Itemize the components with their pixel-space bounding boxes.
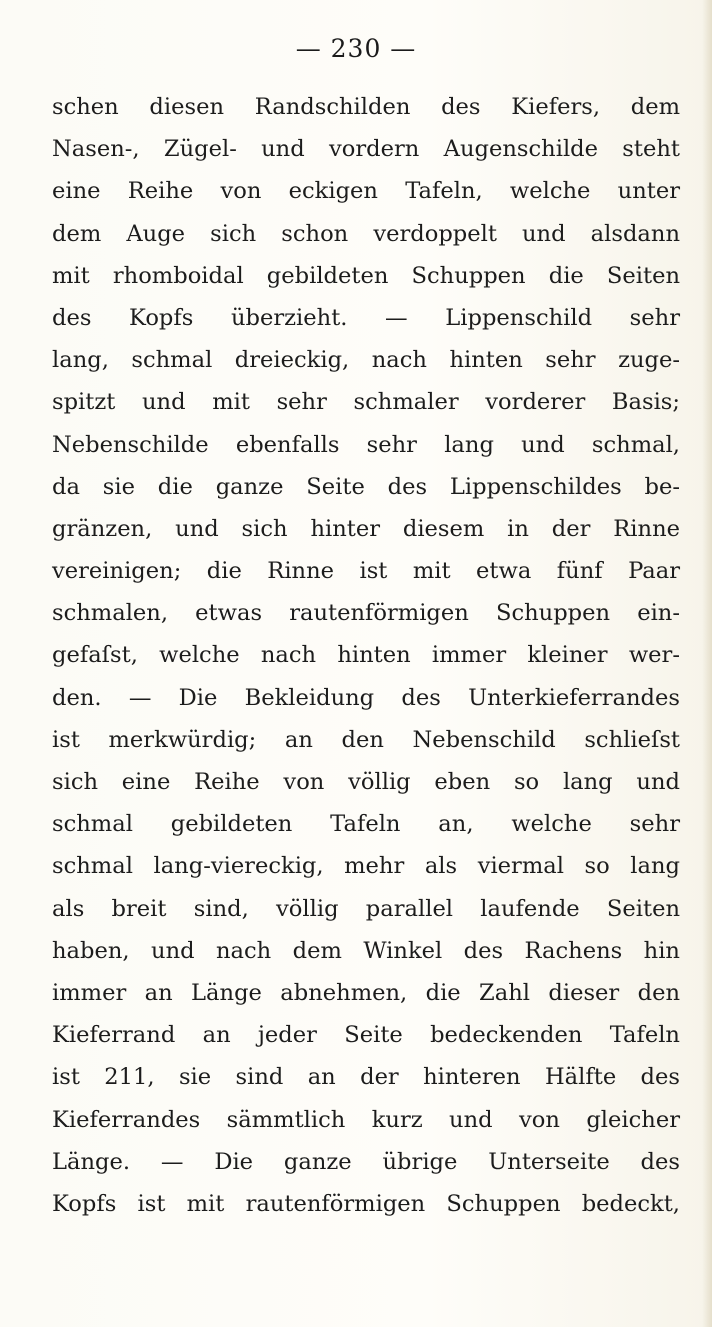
text-line: ist merkwürdig; an den Nebenschild schlieſst [52, 726, 680, 753]
text-line: mit rhomboidal gebildeten Schuppen die Seiten [52, 262, 680, 289]
text-line: Kopfs ist mit rautenförmigen Schuppen bedeckt, [52, 1190, 680, 1217]
text-line: haben, und nach dem Winkel des Rachens hin [52, 937, 680, 964]
text-line: ist 211, sie sind an der hinteren Hälfte des [52, 1064, 680, 1091]
text-line: Kieferrandes sämmtlich kurz und von gleicher [52, 1106, 680, 1133]
text-line: sich eine Reihe von völlig eben so lang und [52, 769, 680, 795]
text-line: lang, schmal dreieckig, nach hinten sehr zuge- [52, 347, 680, 374]
text-line: vereinigen; die Rinne ist mit etwa fünf Paar [52, 558, 680, 585]
text-line: spitzt und mit sehr schmaler vorderer Basis; [52, 389, 680, 416]
text-line: gränzen, und sich hinter diesem in der Rinne [52, 515, 680, 542]
page-edge-shadow [702, 0, 712, 1327]
text-line: schen diesen Randschilden des Kiefers, dem [52, 94, 680, 120]
text-line: den. — Die Bekleidung des Unterkieferrandes [52, 684, 680, 711]
text-line: da sie die ganze Seite des Lippenschildes be- [52, 473, 680, 500]
text-line: des Kopfs überzieht. — Lippenschild sehr [52, 304, 680, 331]
text-line: Nasen-, Zügel- und vordern Augenschilde steht [52, 136, 680, 163]
text-line: als breit sind, völlig parallel laufende Seiten [52, 895, 680, 922]
text-line: schmal gebildeten Tafeln an, welche sehr [52, 811, 680, 838]
body-text [52, 86, 680, 1225]
text-line: immer an Länge abnehmen, die Zahl dieser den [52, 979, 680, 1006]
text-line: gefaſst, welche nach hinten immer kleiner wer- [52, 642, 680, 669]
text-line: schmal lang-viereckig, mehr als viermal so lang [52, 853, 680, 880]
page-number: — 230 — [295, 34, 417, 63]
text-line: eine Reihe von eckigen Tafeln, welche unter [52, 178, 680, 205]
text-line: Länge. — Die ganze übrige Unterseite des [52, 1148, 680, 1175]
text-line: Kieferrand an jeder Seite bedeckenden Tafeln [52, 1022, 680, 1049]
text-line: dem Auge sich schon verdoppelt und alsdann [52, 220, 680, 247]
text-line: Nebenschilde ebenfalls sehr lang und schmal, [52, 431, 680, 458]
text-line: schmalen, etwas rautenförmigen Schuppen ein- [52, 600, 680, 627]
